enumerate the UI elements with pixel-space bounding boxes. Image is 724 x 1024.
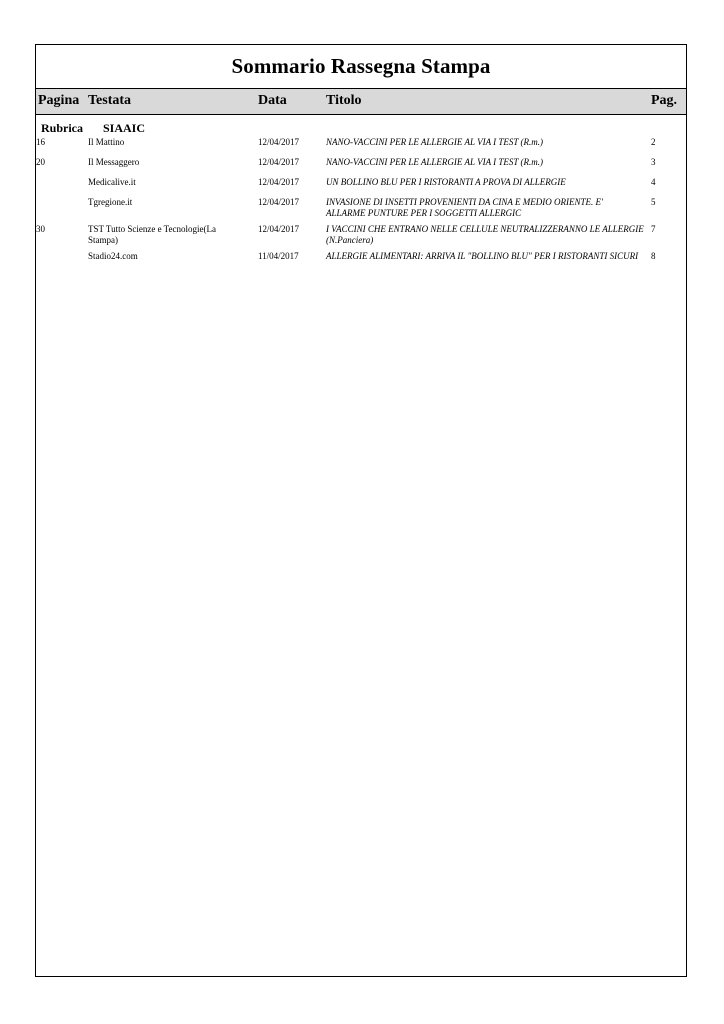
row-pagina: 20	[36, 157, 45, 167]
table-row	[36, 197, 686, 224]
header-pag: Pag.	[651, 93, 678, 108]
table-row	[36, 177, 686, 197]
row-pag: 4	[651, 177, 656, 187]
row-testata: Tgregione.it	[88, 197, 133, 207]
title-bar	[36, 45, 686, 89]
row-pag: 3	[651, 157, 656, 167]
page-title: Sommario Rassegna Stampa	[231, 54, 491, 78]
table-row	[36, 224, 686, 251]
rubrica-row	[36, 115, 686, 137]
row-testata: TST Tutto Scienze e Tecnologie(La Stampa)	[88, 224, 217, 245]
row-testata: Medicalive.it	[88, 177, 136, 187]
table-row	[36, 157, 686, 177]
row-data: 12/04/2017	[258, 197, 300, 207]
rubrica-name: SIAAIC	[103, 121, 146, 135]
row-pag: 2	[651, 137, 656, 147]
row-testata: Il Messaggero	[88, 157, 140, 167]
row-pag: 5	[651, 197, 656, 207]
row-data: 12/04/2017	[258, 137, 300, 147]
row-pag: 8	[651, 251, 656, 261]
row-titolo: I VACCINI CHE ENTRANO NELLE CELLULE NEUTRALIZZERANNO LE ALLERGIE (N.Panciera)	[326, 224, 644, 245]
header-pagina: Pagina	[38, 93, 80, 108]
row-pag: 7	[651, 224, 656, 234]
summary-frame	[35, 44, 687, 977]
row-data: 12/04/2017	[258, 224, 300, 234]
row-testata: Il Mattino	[88, 137, 125, 147]
article-list	[36, 137, 686, 275]
row-titolo: NANO-VACCINI PER LE ALLERGIE AL VIA I TEST (R.m.)	[326, 137, 544, 147]
header-data: Data	[258, 93, 287, 108]
row-titolo: UN BOLLINO BLU PER I RISTORANTI A PROVA DI ALLERGIE	[326, 177, 566, 187]
header-titolo: Titolo	[326, 93, 362, 108]
table-row	[36, 251, 686, 275]
row-data: 11/04/2017	[258, 251, 299, 261]
table-row	[36, 137, 686, 157]
rubrica-label: Rubrica	[41, 121, 83, 135]
table-header	[36, 89, 686, 115]
row-titolo: ALLERGIE ALIMENTARI: ARRIVA IL "BOLLINO BLU" PER I RISTORANTI SICURI	[326, 251, 639, 261]
row-pagina: 16	[36, 137, 45, 147]
header-testata: Testata	[88, 93, 132, 108]
row-testata: Stadio24.com	[88, 251, 138, 261]
row-data: 12/04/2017	[258, 177, 300, 187]
row-titolo: NANO-VACCINI PER LE ALLERGIE AL VIA I TEST (R.m.)	[326, 157, 544, 167]
row-titolo: INVASIONE DI INSETTI PROVENIENTI DA CINA E MEDIO ORIENTE. E' ALLARME PUNTURE PER I SOGGETTI ALLERGIC	[326, 197, 603, 218]
row-pagina: 30	[36, 224, 45, 234]
row-data: 12/04/2017	[258, 157, 300, 167]
